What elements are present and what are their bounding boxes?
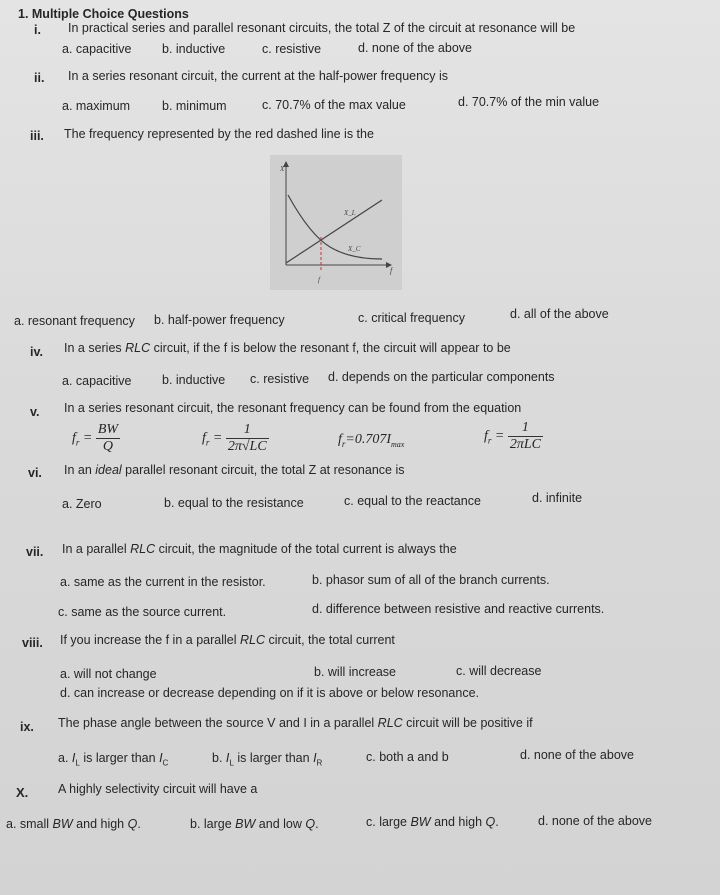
question-number: i.: [34, 23, 41, 37]
option-b[interactable]: b. inductive: [162, 373, 226, 387]
xc-label: X_C: [348, 245, 361, 253]
option-c[interactable]: c. resistive: [250, 372, 310, 386]
question-number: vii.: [26, 545, 44, 559]
y-axis-label: X: [280, 165, 285, 173]
option-a[interactable]: a. Zero: [62, 497, 102, 511]
x-axis-label: f: [390, 266, 393, 275]
question-text: If you increase the f in a parallel RLC circuit, the total current: [60, 633, 395, 647]
option-c[interactable]: c. equal to the reactance: [344, 494, 481, 508]
question-number: v.: [30, 405, 40, 419]
option-d[interactable]: d. can increase or decrease depending on if it is above or below resonance.: [60, 686, 480, 700]
reactance-frequency-graph: [270, 155, 402, 290]
option-d[interactable]: d. difference between resistive and reactive currents.: [312, 602, 605, 616]
equation-4: $f_r$ = $\frac{1}{\text{2πLC}}$: [484, 420, 541, 452]
option-a[interactable]: a. same as the current in the resistor.: [60, 575, 266, 589]
option-d[interactable]: d. none of the above: [520, 748, 634, 762]
option-a[interactable]: a. capacitive: [62, 374, 132, 388]
option-d[interactable]: d. none of the above: [538, 814, 652, 828]
equation-3: $f_r=0.707I_{max}$: [338, 432, 405, 449]
question-number: vi.: [28, 466, 42, 480]
question-number: iv.: [30, 345, 43, 359]
equation-1: $f_r$ = $\frac{BW}{Q}$: [72, 422, 119, 454]
option-b[interactable]: b. $I_L$ is larger than $I_R$: [212, 751, 323, 768]
question-text: The phase angle between the source V and I in a parallel RLC circuit will be positive if: [58, 716, 533, 730]
question-number: iii.: [30, 129, 44, 143]
option-c[interactable]: c. will decrease: [456, 664, 542, 678]
option-b[interactable]: b. half-power frequency: [154, 313, 285, 327]
option-b[interactable]: b. will increase: [314, 665, 396, 679]
question-text: In a series RLC circuit, if the f is below the resonant f, the circuit will appear to be: [64, 341, 511, 355]
option-c[interactable]: c. both a and b: [366, 750, 449, 764]
option-a[interactable]: a. will not change: [60, 667, 157, 681]
question-text: In a parallel RLC circuit, the magnitude of the total current is always the: [62, 542, 457, 556]
question-text: In an ideal parallel resonant circuit, the total Z at resonance is: [64, 463, 405, 477]
option-b[interactable]: b. large BW and low Q.: [190, 817, 319, 831]
option-b[interactable]: b. equal to the resistance: [164, 496, 304, 510]
question-text: In practical series and parallel resonant circuits, the total Z of the circuit at resonance will be: [68, 21, 576, 35]
option-a[interactable]: a. maximum: [62, 99, 131, 113]
option-c[interactable]: c. critical frequency: [358, 311, 465, 325]
question-text: In a series resonant circuit, the current at the half-power frequency is: [68, 69, 449, 83]
option-c[interactable]: c. 70.7% of the max value: [262, 98, 406, 112]
fr-label: f: [318, 276, 320, 284]
option-c[interactable]: c. resistive: [262, 42, 322, 56]
section-heading: 1. Multiple Choice Questions: [18, 7, 189, 21]
question-number: X.: [16, 785, 29, 800]
option-d[interactable]: d. all of the above: [510, 307, 609, 321]
option-d[interactable]: d. depends on the particular components: [328, 370, 555, 384]
graph-svg: [270, 155, 402, 290]
option-c[interactable]: c. large BW and high Q.: [366, 815, 499, 829]
option-b[interactable]: b. inductive: [162, 42, 226, 56]
option-b[interactable]: b. phasor sum of all of the branch currents.: [312, 573, 550, 587]
option-d[interactable]: d. infinite: [532, 491, 583, 505]
option-b[interactable]: b. minimum: [162, 99, 227, 113]
question-text: In a series resonant circuit, the resonant frequency can be found from the equation: [64, 401, 522, 415]
xc-curve: [288, 195, 382, 259]
question-number: ii.: [34, 71, 45, 85]
option-d[interactable]: d. none of the above: [358, 41, 472, 55]
option-c[interactable]: c. same as the source current.: [58, 605, 227, 619]
question-text: The frequency represented by the red dashed line is the: [64, 127, 374, 141]
option-a[interactable]: a. $I_L$ is larger than $I_C$: [58, 751, 169, 768]
xl-line: [286, 200, 382, 263]
equation-2: $f_r$ = $\frac{1}{2\pi√LC}$: [202, 422, 267, 454]
question-number: viii.: [22, 636, 43, 650]
question-number: ix.: [20, 720, 34, 734]
option-a[interactable]: a. resonant frequency: [14, 314, 135, 328]
option-a[interactable]: a. capacitive: [62, 42, 132, 56]
option-a[interactable]: a. small BW and high Q.: [6, 817, 141, 831]
xl-label: X_L: [344, 209, 356, 217]
option-d[interactable]: d. 70.7% of the min value: [458, 95, 600, 109]
question-text: A highly selectivity circuit will have a: [58, 782, 258, 796]
